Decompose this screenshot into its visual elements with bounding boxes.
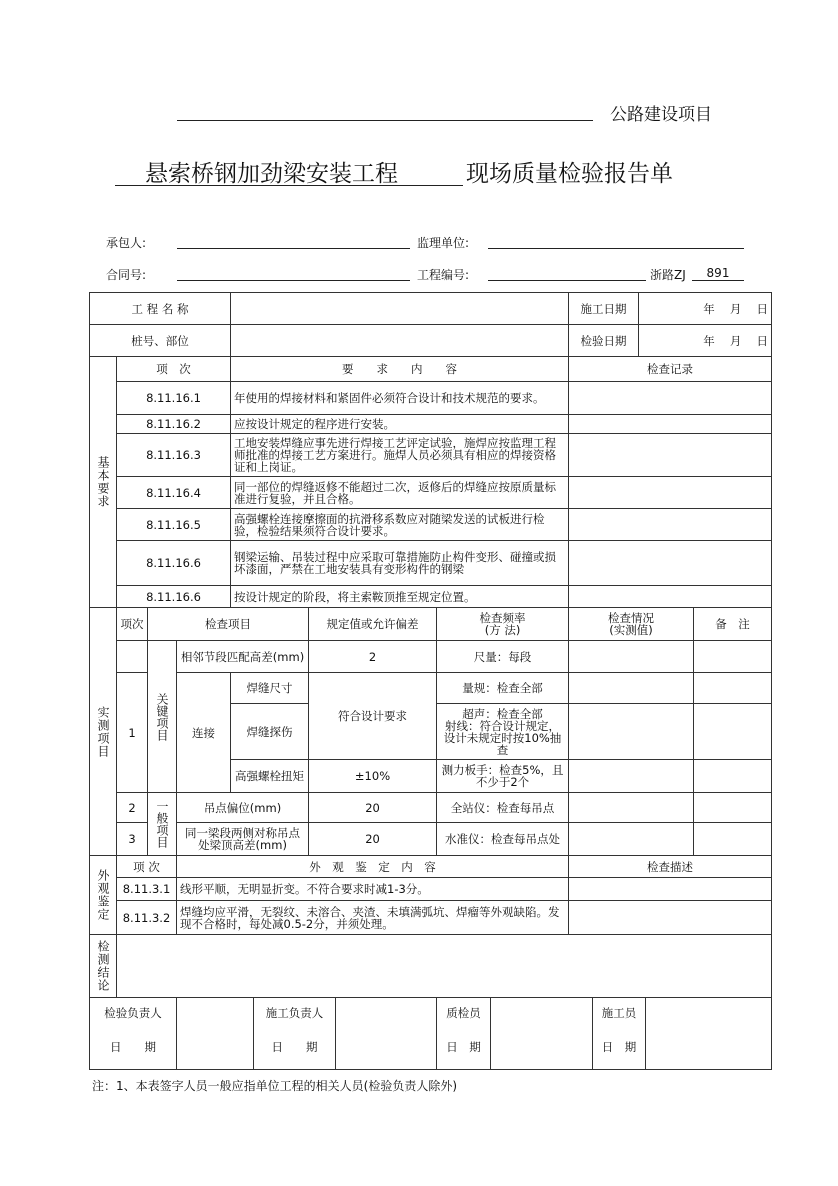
record-cell[interactable]: [569, 509, 772, 541]
check-item: 焊缝尺寸: [231, 673, 309, 704]
item-no: 8.11.3.2: [117, 901, 177, 935]
date-label: 日 期: [271, 1040, 318, 1054]
contractor-field[interactable]: [177, 248, 410, 249]
form-code-label: 浙路ZJ: [650, 268, 686, 282]
check-method: 超声：检查全部 射线：符合设计规定，设计未规定时按10%抽查: [437, 704, 569, 760]
table-row: [90, 641, 772, 673]
check-method: 量规：检查全部: [437, 673, 569, 704]
qc-signature[interactable]: [491, 997, 593, 1069]
check-method: 水准仪：检查每吊点处: [437, 823, 569, 856]
appearance-text: 焊缝均应平滑，无裂纹、未溶合、夹渣、未填满弧坑、焊瘤等外观缺陷。发现不合格时，每处减0.5-2分，并须处理。: [177, 901, 569, 935]
appearance-table: [89, 855, 772, 998]
item-no: 8.11.16.1: [117, 382, 231, 415]
result-cell[interactable]: [569, 823, 694, 856]
contractor-label: 承包人:: [106, 236, 147, 250]
col-content: 外 观 鉴 定 内 容: [177, 856, 569, 878]
build-date-label: 施工日期: [569, 293, 639, 325]
col-result: 检查情况 (实测值): [569, 608, 694, 641]
project-suffix: 公路建设项目: [610, 105, 712, 125]
note-cell[interactable]: [694, 704, 772, 760]
col-record: 检查记录: [569, 357, 772, 382]
conclusion-field[interactable]: [117, 935, 772, 998]
form-code: 891: [692, 266, 744, 281]
builder-lead-block: [254, 997, 336, 1069]
supervisor-field[interactable]: [488, 248, 744, 249]
spec-value: ±10%: [309, 760, 437, 793]
contract-no-field[interactable]: [177, 280, 410, 281]
qc-block: [437, 997, 491, 1069]
table-row: [90, 434, 772, 477]
item-no: 1: [117, 673, 148, 793]
note-cell[interactable]: [694, 641, 772, 673]
note-cell[interactable]: [694, 823, 772, 856]
top-info-table: [89, 292, 772, 357]
spec-value: 符合设计要求: [309, 673, 437, 760]
inspector-label: 检验负责人: [104, 1006, 162, 1020]
station-label: 桩号、部位: [90, 325, 231, 357]
project-name-line: [177, 120, 593, 121]
supervisor-label: 监理单位:: [417, 236, 470, 250]
table-row: [90, 382, 772, 415]
item-no: 8.11.16.6: [117, 541, 231, 586]
connect-label: 连接: [177, 673, 231, 793]
spec-value: 20: [309, 823, 437, 856]
basic-section-label: 基本要求: [90, 357, 117, 608]
inspect-date-value[interactable]: 年 月 日: [639, 325, 772, 357]
table-row: [90, 901, 772, 935]
item-no: 8.11.16.3: [117, 434, 231, 477]
check-method: 测力板手：检查5%，且不少于2个: [437, 760, 569, 793]
footnote: 注：1、本表签字人员一般应指单位工程的相关人员(检验负责人除外): [92, 1079, 458, 1093]
general-items-label: 一般项目: [148, 793, 177, 856]
record-cell[interactable]: [569, 541, 772, 586]
desc-cell[interactable]: [569, 901, 772, 935]
requirement-text: 同一部位的焊缝返修不能超过二次，返修后的焊缝应按原质量标准进行复验，并且合格。: [231, 477, 569, 509]
date-label: 日 期: [110, 1040, 156, 1054]
result-cell[interactable]: [569, 641, 694, 673]
inspect-date-label: 检验日期: [569, 325, 639, 357]
requirement-text: 按设计规定的阶段，将主索鞍顶推至规定位置。: [231, 586, 569, 608]
check-item: 同一梁段两侧对称吊点处梁顶高差(mm): [177, 823, 309, 856]
conclusion-label: 检测结论: [90, 935, 117, 998]
check-item: 相邻节段匹配高差(mm): [177, 641, 309, 673]
signature-table: [89, 997, 772, 1070]
check-item: 吊点偏位(mm): [177, 793, 309, 823]
table-row: [90, 673, 772, 704]
item-no: 8.11.16.2: [117, 415, 231, 434]
result-cell[interactable]: [569, 673, 694, 704]
col-spec: 规定值或允许偏差: [309, 608, 437, 641]
builder-lead-signature[interactable]: [336, 997, 437, 1069]
item-no: 8.11.3.1: [117, 878, 177, 901]
note-cell[interactable]: [694, 793, 772, 823]
project-no-label: 工程编号:: [417, 268, 470, 282]
contract-no-label: 合同号:: [106, 268, 147, 282]
col-content: 要 求 内 容: [231, 357, 569, 382]
inspector-signature[interactable]: [177, 997, 254, 1069]
note-cell[interactable]: [694, 760, 772, 793]
builder-lead-label: 施工负责人: [265, 1006, 324, 1020]
record-cell[interactable]: [569, 586, 772, 608]
table-row: [90, 509, 772, 541]
record-cell[interactable]: [569, 415, 772, 434]
item-no: 8.11.16.5: [117, 509, 231, 541]
check-item: 高强螺栓扭矩: [231, 760, 309, 793]
note-cell[interactable]: [694, 673, 772, 704]
project-name-value[interactable]: [231, 293, 569, 325]
desc-cell[interactable]: [569, 878, 772, 901]
requirement-text: 应按设计规定的程序进行安装。: [231, 415, 569, 434]
project-name-label: 工 程 名 称: [90, 293, 231, 325]
spec-value: 20: [309, 793, 437, 823]
record-cell[interactable]: [569, 434, 772, 477]
col-item: 项 次: [117, 856, 177, 878]
record-cell[interactable]: [569, 382, 772, 415]
title-project: 悬索桥钢加劲梁安装工程: [145, 161, 398, 187]
inspector-block: [90, 997, 177, 1069]
key-items-label: 关键项目: [148, 641, 177, 793]
item-no: 8.11.16.6: [117, 586, 231, 608]
table-row: [90, 415, 772, 434]
col-item: 项 次: [117, 357, 231, 382]
appearance-section-label: 外观鉴定: [90, 856, 117, 935]
col-freq: 检查频率 (方 法): [437, 608, 569, 641]
measured-section-label: 实测项目: [90, 608, 117, 856]
table-row: [90, 586, 772, 608]
result-cell[interactable]: [569, 760, 694, 793]
date-label: 日 期: [601, 1040, 637, 1054]
requirement-text: 年使用的焊接材料和紧固件必须符合设计和技术规范的要求。: [231, 382, 569, 415]
date-label: 日 期: [446, 1040, 481, 1054]
requirement-text: 钢梁运输、吊装过程中应采取可靠措施防止构件变形、碰撞或损坏漆面，严禁在工地安装具有变形构件的钢梁: [231, 541, 569, 586]
result-cell[interactable]: [569, 793, 694, 823]
col-note: 备 注: [694, 608, 772, 641]
project-no-field[interactable]: [488, 280, 646, 281]
station-value[interactable]: [231, 325, 569, 357]
table-row: [90, 541, 772, 586]
requirement-text: 工地安装焊缝应事先进行焊接工艺评定试验，施焊应按监理工程师批准的焊接工艺方案进行。施焊人员必须具有相应的焊接资格证和上岗证。: [231, 434, 569, 477]
col-item: 检查项目: [148, 608, 309, 641]
col-desc: 检查描述: [569, 856, 772, 878]
check-method: 尺量：每段: [437, 641, 569, 673]
check-method: 全站仪：检查每吊点: [437, 793, 569, 823]
measured-items-table: [89, 607, 772, 856]
worker-block: [593, 997, 646, 1069]
item-no: 2: [117, 793, 148, 823]
item-no: 8.11.16.4: [117, 477, 231, 509]
worker-signature[interactable]: [646, 997, 772, 1069]
page-title: 现场质量检验报告单: [466, 161, 673, 187]
check-item: 焊缝探伤: [231, 704, 309, 760]
table-row: [90, 823, 772, 856]
build-date-value[interactable]: 年 月 日: [639, 293, 772, 325]
appearance-text: 线形平顺，无明显折变。不符合要求时减1-3分。: [177, 878, 569, 901]
qc-label: 质检员: [446, 1006, 481, 1020]
result-cell[interactable]: [569, 704, 694, 760]
spec-value: 2: [309, 641, 437, 673]
requirement-text: 高强螺栓连接摩擦面的抗滑移系数应对随梁发送的试板进行检验，检验结果须符合设计要求。: [231, 509, 569, 541]
table-row: [90, 878, 772, 901]
col-no: 项次: [117, 608, 148, 641]
table-row: [90, 793, 772, 823]
basic-requirements-table: [89, 356, 772, 608]
item-no: 3: [117, 823, 148, 856]
worker-label: 施工员: [601, 1006, 637, 1020]
record-cell[interactable]: [569, 477, 772, 509]
table-row: [90, 477, 772, 509]
